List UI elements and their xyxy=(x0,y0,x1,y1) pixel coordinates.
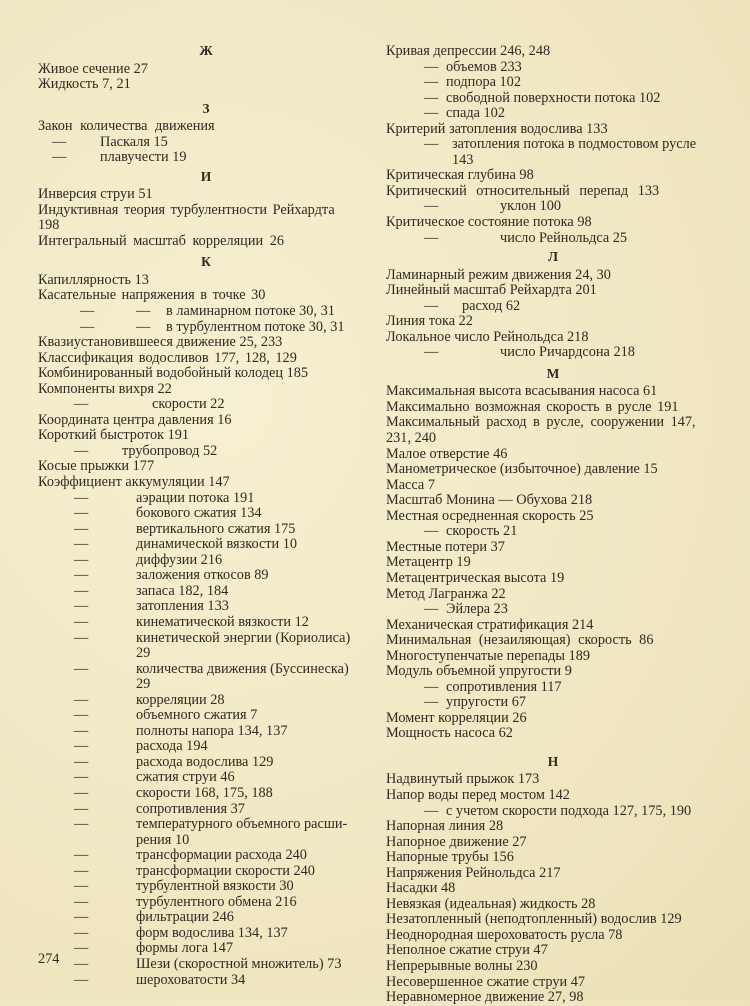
index-entry-continuation: 198 xyxy=(38,217,60,234)
index-entry: Максимальная высота всасывания насоса 61 xyxy=(386,383,658,400)
dash: — xyxy=(424,297,439,314)
index-subentry: — спада 102 xyxy=(424,105,505,122)
dash: — xyxy=(74,909,89,926)
section-letter-z: З xyxy=(202,100,210,116)
dash: — xyxy=(74,971,89,988)
dash: — xyxy=(424,694,439,711)
index-entry: Классификация водосливов 177, 128, 129 xyxy=(38,349,297,366)
index-entry: Метацентр 19 xyxy=(386,554,471,571)
index-subentry: — формы лога 147 xyxy=(74,940,234,957)
dash: — xyxy=(424,74,439,91)
index-entry: Надвинутый прыжок 173 xyxy=(386,771,540,788)
section-letter-i: И xyxy=(200,168,212,184)
index-entry: Линия тока 22 xyxy=(386,313,473,330)
dash: — xyxy=(80,303,95,320)
index-subentry: — скорость 21 xyxy=(424,523,518,540)
index-entry: Критический относительный перепад 133 xyxy=(386,182,660,199)
index-subentry-continuation: 29 xyxy=(136,645,151,662)
index-entry: Масштаб Монина — Обухова 218 xyxy=(386,492,593,509)
index-entry: Непрерывные волны 230 xyxy=(386,958,538,975)
index-entry: Живое сечение 27 xyxy=(38,60,148,77)
index-entry: Закон количества движения xyxy=(38,118,215,135)
index-entry: Невязкая (идеальная) жидкость 28 xyxy=(386,895,596,912)
dash: — xyxy=(74,567,89,584)
dash: — xyxy=(424,523,439,540)
index-subentry: — свободной поверхности потока 102 xyxy=(424,89,661,106)
index-entry: Несовершенное сжатие струи 47 xyxy=(386,973,585,990)
index-entry: Напряжения Рейнольдса 217 xyxy=(386,864,561,881)
dash: — xyxy=(424,58,439,75)
index-entry: Манометрическое (избыточное) давление 15 xyxy=(386,461,658,478)
index-entry: Напор воды перед мостом 142 xyxy=(386,787,570,804)
index-entry: Напорная линия 28 xyxy=(386,818,504,835)
dash: — xyxy=(424,136,439,153)
index-entry: Индуктивная теория турбулентности Рейхардта xyxy=(38,201,335,218)
index-entry: Мощность насоса 62 xyxy=(386,725,513,742)
dash: — xyxy=(136,318,151,335)
dash: — xyxy=(424,229,439,246)
dash: — xyxy=(424,601,439,618)
dash: — xyxy=(74,738,89,755)
index-entry: Неравномерное движение 27, 98 xyxy=(386,989,584,1006)
index-subentry: — — в ламинарном потоке 30, 31 xyxy=(80,303,335,320)
index-subentry: — форм водослива 134, 137 xyxy=(74,924,288,941)
index-subentry: — диффузии 216 xyxy=(74,551,223,568)
index-subentry: — фильтрации 246 xyxy=(74,909,234,926)
dash: — xyxy=(74,396,89,413)
index-entry: Момент корреляции 26 xyxy=(386,709,527,726)
index-entry: Интегральный масштаб корреляции 26 xyxy=(38,232,285,249)
index-entry: Линейный масштаб Рейхардта 201 xyxy=(386,282,597,299)
dash: — xyxy=(74,753,89,770)
dash: — xyxy=(74,582,89,599)
index-entry: Неполное сжатие струи 47 xyxy=(386,942,548,959)
dash: — xyxy=(74,800,89,817)
dash: — xyxy=(74,878,89,895)
index-entry: Неоднородная шероховатость русла 78 xyxy=(386,926,623,943)
index-subentry: — скорости 22 xyxy=(74,396,225,413)
index-subentry: — полноты напора 134, 137 xyxy=(74,722,288,739)
index-subentry: — трансформации скорости 240 xyxy=(74,862,315,879)
index-subentry: — бокового сжатия 134 xyxy=(74,505,262,522)
index-subentry: — плавучести 19 xyxy=(52,149,187,166)
dash: — xyxy=(74,598,89,615)
index-subentry: — трубопровод 52 xyxy=(74,442,218,459)
dash: — xyxy=(424,105,439,122)
index-subentry: — затопления потока в подмостовом русле xyxy=(424,136,697,153)
index-subentry: — корреляции 28 xyxy=(74,691,225,708)
index-subentry: — аэрации потока 191 xyxy=(74,489,255,506)
index-entry: Критическая глубина 98 xyxy=(386,167,534,184)
right-column xyxy=(386,44,720,1006)
index-subentry: — с учетом скорости подхода 127, 175, 190 xyxy=(424,802,692,819)
index-subentry: — число Рейнольдса 25 xyxy=(424,229,628,246)
index-subentry: — турбулентной вязкости 30 xyxy=(74,878,294,895)
index-entry: Косые прыжки 177 xyxy=(38,458,155,475)
index-subentry-continuation: рения 10 xyxy=(136,831,190,848)
index-entry: Минимальная (незаиляющая) скорость 86 xyxy=(386,632,654,649)
index-entry: Кривая депрессии 246, 248 xyxy=(386,43,551,59)
dash: — xyxy=(74,955,89,972)
index-subentry: — запаса 182, 184 xyxy=(74,582,229,599)
index-entry: Касательные напряжения в точке 30 xyxy=(38,287,266,304)
dash: — xyxy=(74,520,89,537)
dash: — xyxy=(424,344,439,361)
left-column xyxy=(38,40,366,988)
index-entry: Механическая стратификация 214 xyxy=(386,616,594,633)
dash: — xyxy=(74,660,89,677)
index-entry: Масса 7 xyxy=(386,476,435,493)
index-entry: Напорное движение 27 xyxy=(386,833,527,850)
dash: — xyxy=(74,924,89,941)
index-entry: Квазиустановившееся движение 25, 233 xyxy=(38,334,283,351)
dash: — xyxy=(424,802,439,819)
dash: — xyxy=(74,940,89,957)
index-subentry: — сопротивления 117 xyxy=(424,678,562,695)
dash: — xyxy=(74,489,89,506)
index-entry: Метод Лагранжа 22 xyxy=(386,585,506,602)
dash: — xyxy=(74,847,89,864)
dash: — xyxy=(74,816,89,833)
index-entry-continuation: 231, 240 xyxy=(386,430,437,447)
dash: — xyxy=(74,893,89,910)
index-subentry: — количества движения (Буссинеска) xyxy=(74,660,349,677)
index-entry: Жидкость 7, 21 xyxy=(38,76,131,93)
page-number: 274 xyxy=(38,951,60,967)
dash: — xyxy=(52,133,67,150)
index-subentry: — Шези (скоростной множитель) 73 xyxy=(74,955,342,972)
index-subentry: — кинетической энергии (Кориолиса) xyxy=(74,629,351,646)
index-subentry: — — в турбулентном потоке 30, 31 xyxy=(80,318,345,335)
dash: — xyxy=(74,707,89,724)
section-letter-m: М xyxy=(546,365,560,381)
index-subentry: — затопления 133 xyxy=(74,598,229,615)
index-subentry: — сжатия струи 46 xyxy=(74,769,235,786)
dash: — xyxy=(80,318,95,335)
index-subentry: — динамической вязкости 10 xyxy=(74,536,298,553)
index-subentry: — сопротивления 37 xyxy=(74,800,245,817)
index-subentry: — вертикального сжатия 175 xyxy=(74,520,296,537)
section-letter-k: К xyxy=(201,254,211,270)
index-subentry: — объемов 233 xyxy=(424,58,522,75)
index-subentry: — Паскаля 15 xyxy=(52,133,168,150)
index-subentry: — число Ричардсона 218 xyxy=(424,344,635,361)
index-entry: Метацентрическая высота 19 xyxy=(386,569,565,586)
dash: — xyxy=(74,862,89,879)
dash: — xyxy=(74,722,89,739)
index-subentry: — Эйлера 23 xyxy=(424,601,508,618)
index-entry: Координата центра давления 16 xyxy=(38,411,232,428)
index-entry: Напорные трубы 156 xyxy=(386,849,514,866)
index-subentry: — скорости 168, 175, 188 xyxy=(74,784,273,801)
index-subentry: — температурного объемного расши- xyxy=(74,816,348,833)
index-subentry: — расхода водослива 129 xyxy=(74,753,274,770)
index-entry: Насадки 48 xyxy=(386,880,456,897)
index-entry: Короткий быстроток 191 xyxy=(38,427,190,444)
index-entry: Компоненты вихря 22 xyxy=(38,380,172,397)
index-entry: Комбинированный водобойный колодец 185 xyxy=(38,365,309,382)
index-entry: Инверсия струи 51 xyxy=(38,186,153,203)
dash: — xyxy=(74,769,89,786)
section-letter-l: Л xyxy=(547,249,559,265)
dash: — xyxy=(424,198,439,215)
index-subentry-continuation: 143 xyxy=(452,151,474,168)
index-subentry: — расхода 194 xyxy=(74,738,208,755)
dash: — xyxy=(136,303,151,320)
dash: — xyxy=(424,678,439,695)
index-subentry: — подпора 102 xyxy=(424,74,521,91)
index-entry: Незатопленный (неподтопленный) водослив 129 xyxy=(386,911,682,928)
dash: — xyxy=(74,505,89,522)
index-entry: Критическое состояние потока 98 xyxy=(386,214,592,231)
section-letter-zh: Ж xyxy=(199,43,213,58)
dash: — xyxy=(74,691,89,708)
index-entry: Местная осредненная скорость 25 xyxy=(386,507,594,524)
dash: — xyxy=(74,629,89,646)
index-entry: Критерий затопления водослива 133 xyxy=(386,120,608,137)
dash: — xyxy=(74,551,89,568)
index-subentry: — объемного сжатия 7 xyxy=(74,707,258,724)
index-entry: Локальное число Рейнольдса 218 xyxy=(386,328,589,345)
index-entry: Малое отверстие 46 xyxy=(386,445,508,462)
index-subentry: — трансформации расхода 240 xyxy=(74,847,307,864)
index-subentry: — кинематической вязкости 12 xyxy=(74,613,309,630)
index-subentry: — уклон 100 xyxy=(424,198,562,215)
index-subentry: — упругости 67 xyxy=(424,694,527,711)
index-subentry: — расход 62 xyxy=(424,297,521,314)
section-letter-n: Н xyxy=(547,753,559,769)
dash: — xyxy=(74,613,89,630)
index-subentry: — шероховатости 34 xyxy=(74,971,246,988)
index-entry: Коэффициент аккумуляции 147 xyxy=(38,474,230,491)
dash: — xyxy=(52,149,67,166)
index-entry: Модуль объемной упругости 9 xyxy=(386,663,572,680)
index-subentry: — турбулентного обмена 216 xyxy=(74,893,297,910)
index-subentry-continuation: 29 xyxy=(136,676,151,693)
index-entry: Капиллярность 13 xyxy=(38,271,149,288)
dash: — xyxy=(424,89,439,106)
index-subentry: — заложения откосов 89 xyxy=(74,567,269,584)
index-entry: Максимальный расход в русле, сооружении 147, xyxy=(386,414,696,431)
index-entry: Максимально возможная скорость в русле 191 xyxy=(386,398,679,415)
dash: — xyxy=(74,784,89,801)
index-entry: Ламинарный режим движения 24, 30 xyxy=(386,266,611,283)
index-entry: Многоступенчатые перепады 189 xyxy=(386,647,591,664)
dash: — xyxy=(74,536,89,553)
dash: — xyxy=(74,442,89,459)
index-entry: Местные потери 37 xyxy=(386,538,505,555)
